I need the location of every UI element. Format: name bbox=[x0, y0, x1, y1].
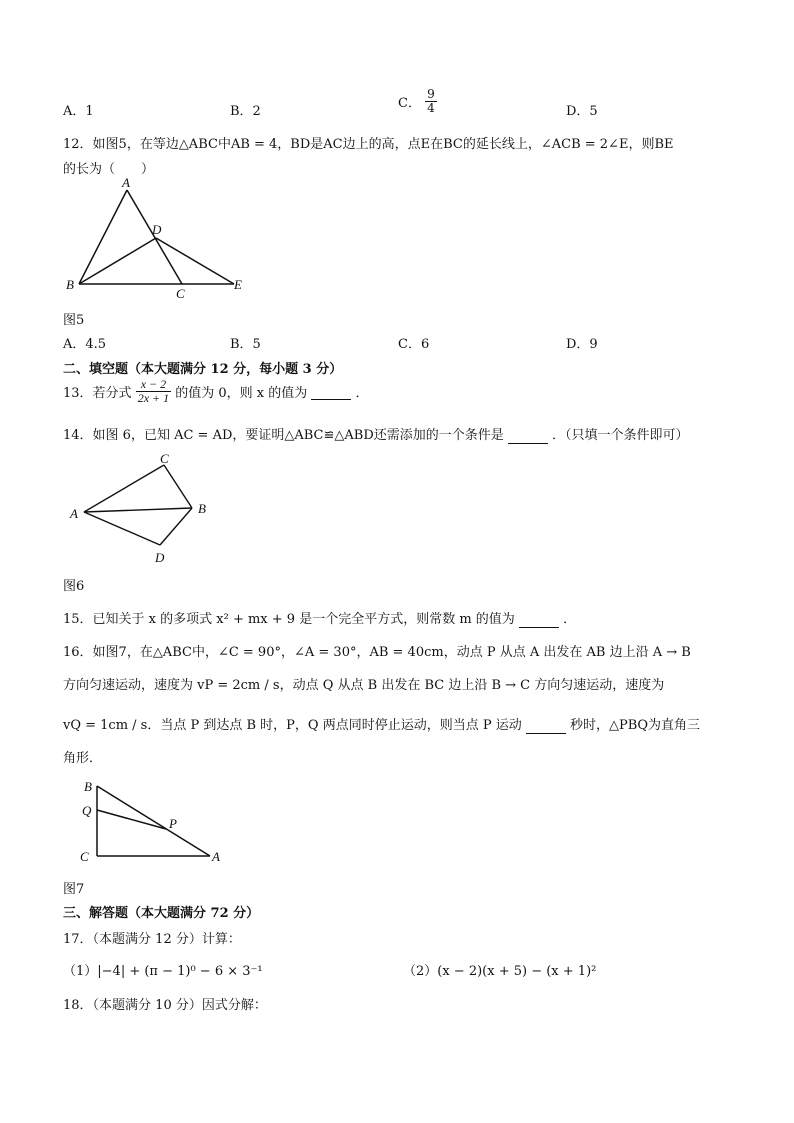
q12-option-b: B．5 bbox=[230, 337, 261, 352]
q12-option-d: D．9 bbox=[566, 337, 598, 352]
q17-part2: （2）(x − 2)(x + 5) − (x + 1)² bbox=[403, 964, 597, 979]
q18-title: 18．（本题满分 10 分）因式分解： bbox=[63, 998, 267, 1013]
fraction-numerator: x − 2 bbox=[136, 378, 171, 392]
label-e: E bbox=[234, 277, 242, 292]
label-c: C bbox=[176, 286, 185, 301]
segment-db bbox=[160, 508, 192, 545]
segment-ac bbox=[84, 465, 164, 512]
fraction-denominator: 2x + 1 bbox=[137, 391, 170, 405]
q13-suffix: 的值为 0，则 x 的值为 bbox=[175, 386, 308, 401]
q16-line3-prefix: vQ = 1cm / s．当点 P 到达点 B 时，P，Q 两点同时停止运动，则当点 P 运动 bbox=[63, 718, 522, 733]
q12-text-line1: 12．如图5，在等边△ABC中AB = 4，BD是AC边上的高，点E在BC的延长线上，∠ACB = 2∠E，则BE bbox=[63, 137, 674, 152]
q16-answer-blank bbox=[526, 718, 566, 734]
fraction-numerator: 9 bbox=[427, 87, 435, 101]
segment-ab bbox=[84, 508, 192, 512]
label-p: P bbox=[169, 816, 177, 831]
figure-7 bbox=[62, 772, 242, 872]
figure-6 bbox=[62, 450, 222, 570]
q17-part1: （1）|−4| + (π − 1)⁰ − 6 × 3⁻¹ bbox=[63, 964, 263, 979]
q11-option-c-fraction bbox=[425, 88, 437, 115]
figure-5 bbox=[62, 172, 262, 302]
q14-suffix: ．（只填一个条件即可） bbox=[552, 428, 689, 443]
q13 bbox=[63, 378, 369, 405]
label-b: B bbox=[84, 779, 92, 794]
label-q: Q bbox=[82, 803, 92, 818]
q13-prefix: 13．若分式 bbox=[63, 386, 132, 401]
section-3-title: 三、解答题（本大题满分 72 分） bbox=[63, 906, 260, 921]
q17-title: 17．（本题满分 12 分）计算： bbox=[63, 932, 241, 947]
q16-text-line1: 16．如图7，在△ABC中，∠C = 90°，∠A = 30°，AB = 40cm，动点 P 从点 A 出发在 AB 边上沿 A → B bbox=[63, 645, 691, 660]
q13-answer-blank bbox=[311, 384, 351, 400]
q15-prefix: 15．已知关于 x 的多项式 x² + mx + 9 是一个完全平方式，则常数 m 的值为 bbox=[63, 612, 515, 627]
figure-5-caption: 图5 bbox=[63, 313, 85, 328]
q16-text-line3 bbox=[63, 714, 700, 734]
segment-ba bbox=[97, 786, 210, 856]
q12-text-line2: 的长为（ ） bbox=[63, 162, 155, 177]
label-c: C bbox=[160, 451, 169, 466]
label-a: A bbox=[70, 506, 78, 521]
segment-cb bbox=[164, 465, 192, 508]
q16-text-line2: 方向匀速运动，速度为 vP = 2cm / s，动点 Q 从点 B 出发在 BC 边上沿 B → C 方向匀速运动，速度为 bbox=[63, 678, 665, 693]
q15-answer-blank bbox=[519, 612, 559, 628]
label-d: D bbox=[155, 550, 165, 565]
label-b: B bbox=[66, 277, 74, 292]
q12-option-a: A．4.5 bbox=[63, 337, 107, 352]
q13-fraction bbox=[136, 378, 171, 405]
figure-7-caption: 图7 bbox=[63, 882, 85, 897]
q14-answer-blank bbox=[508, 428, 548, 444]
q11-option-b: B．2 bbox=[230, 104, 261, 119]
q15 bbox=[63, 608, 576, 628]
segment-qp bbox=[97, 810, 166, 829]
q12-option-c: C．6 bbox=[398, 337, 430, 352]
label-a: A bbox=[122, 175, 130, 190]
label-d: D bbox=[152, 222, 162, 237]
q16-line3-suffix: 秒时，△PBQ为直角三 bbox=[570, 718, 700, 733]
q14 bbox=[63, 424, 689, 444]
figure-6-caption: 图6 bbox=[63, 579, 85, 594]
q11-option-c bbox=[398, 88, 437, 115]
fraction-denominator: 4 bbox=[427, 101, 435, 115]
q15-end: ． bbox=[563, 612, 577, 627]
label-b: B bbox=[198, 501, 206, 516]
section-2-title: 二、填空题（本大题满分 12 分，每小题 3 分） bbox=[63, 362, 343, 377]
label-c: C bbox=[80, 849, 89, 864]
label-a: A bbox=[212, 849, 220, 864]
q14-prefix: 14．如图 6，已知 AC = AD，要证明△ABC≌△ABD还需添加的一个条件是 bbox=[63, 428, 504, 443]
segment-ac bbox=[127, 190, 182, 284]
segment-ad bbox=[84, 512, 160, 545]
q13-end: ． bbox=[355, 386, 369, 401]
q11-option-a: A．1 bbox=[63, 104, 94, 119]
q16-text-line4: 角形． bbox=[63, 751, 103, 766]
q11-option-d: D．5 bbox=[566, 104, 598, 119]
q11-option-c-prefix: C． bbox=[398, 96, 421, 111]
